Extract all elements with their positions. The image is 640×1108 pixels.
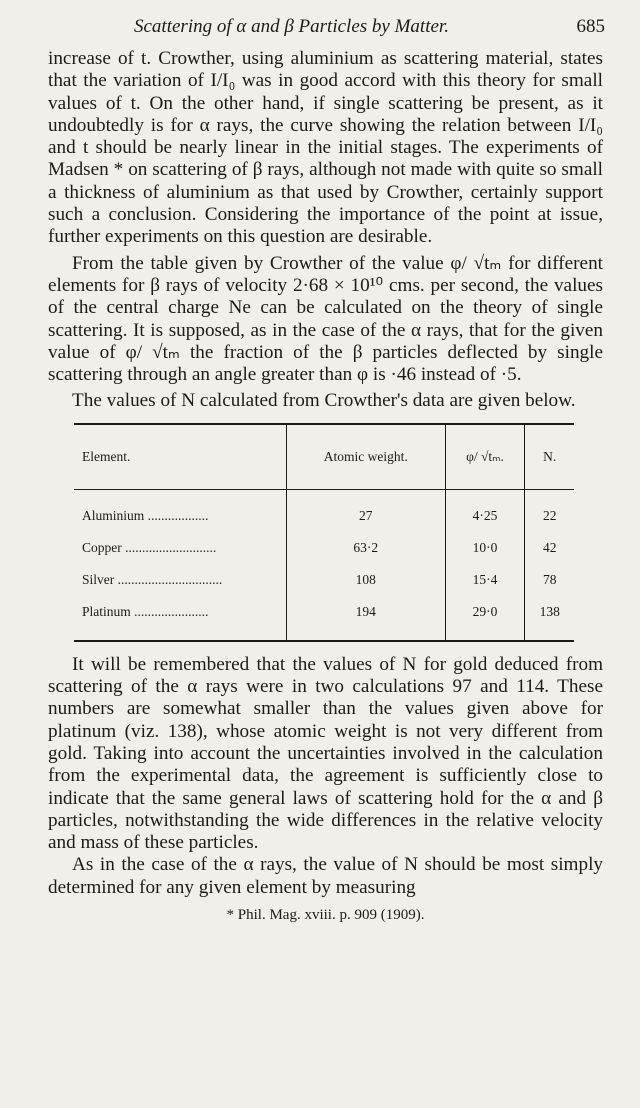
page-number: 685 <box>576 16 605 37</box>
cell-atomic-weight: 63·2 <box>287 532 446 564</box>
cell-element: Copper ........................... <box>82 539 217 555</box>
cell-n: 22 <box>525 489 574 532</box>
table-row <box>74 596 574 640</box>
header-phi: φ/ √tₘ. <box>445 425 525 490</box>
running-title: Scattering of α and β Particles by Matter. <box>134 16 449 37</box>
paragraph-5: As in the case of the α rays, the value of N should be most simply determined for any given element by measuring <box>48 854 603 898</box>
table-row <box>74 489 574 532</box>
header-n: N. <box>525 425 574 490</box>
book-page <box>48 16 603 924</box>
paragraph-1: increase of t. Crowther, using aluminium as scattering material, states that the variation of I/I₀ was in good accord with this theory for small values of t. On the other hand, if single scattering be present, as it undoubtedly is for α rays, the curve showing the relation between I/I₀ and t should be nearly linear in the initial stages. The experiments of Madsen * on scattering of β rays, although not made with quite so small a thickness of aluminium as that used by Crowther, certainly support such a conclusion. Considering the importance of the point at issue, further experiments on this question are desirable. <box>48 48 603 248</box>
table-row <box>74 564 574 596</box>
cell-phi: 15·4 <box>445 564 525 596</box>
header-atomic-weight: Atomic weight. <box>287 425 446 490</box>
cell-n: 138 <box>525 596 574 640</box>
paragraph-2: From the table given by Crowther of the value φ/ √tₘ for different elements for β rays of velocity 2·68 × 10¹⁰ cms. per second, the values of the central charge Ne can be calculated on the theory of single scattering. It is supposed, as in the case of the α rays, that for the given value of φ/ √tₘ the fraction of the β particles deflected by single scattering through an angle greater than φ is ·46 instead of ·5. <box>48 252 603 386</box>
cell-n: 78 <box>525 564 574 596</box>
paragraph-4: It will be remembered that the values of N for gold deduced from scattering of the α rays were in two calculations 97 and 114. These numbers are somewhat smaller than the values given above for platinum (viz. 138), whose atomic weight is not very different from gold. Taking into account the uncertainties involved in the calculation from the experimental data, the agreement is sufficiently close to indicate that the same general laws of scattering hold for the α and β particles, notwithstanding the wide differences in the relative velocity and mass of these particles. <box>48 653 603 854</box>
header-element: Element. <box>74 425 287 490</box>
footnote: * Phil. Mag. xviii. p. 909 (1909). <box>226 907 425 924</box>
cell-atomic-weight: 194 <box>287 596 446 640</box>
results-table <box>74 423 574 642</box>
cell-phi: 29·0 <box>445 596 525 640</box>
cell-element: Silver ............................... <box>82 571 223 587</box>
cell-element: Aluminium .................. <box>82 507 209 523</box>
cell-phi: 10·0 <box>445 532 525 564</box>
cell-n: 42 <box>525 532 574 564</box>
table-row <box>74 532 574 564</box>
cell-element: Platinum ...................... <box>82 603 209 619</box>
cell-atomic-weight: 27 <box>287 489 446 532</box>
paragraph-3: The values of N calculated from Crowther's data are given below. <box>72 390 576 412</box>
cell-phi: 4·25 <box>445 489 525 532</box>
table-header-row <box>74 425 574 490</box>
cell-atomic-weight: 108 <box>287 564 446 596</box>
running-header <box>48 16 603 48</box>
